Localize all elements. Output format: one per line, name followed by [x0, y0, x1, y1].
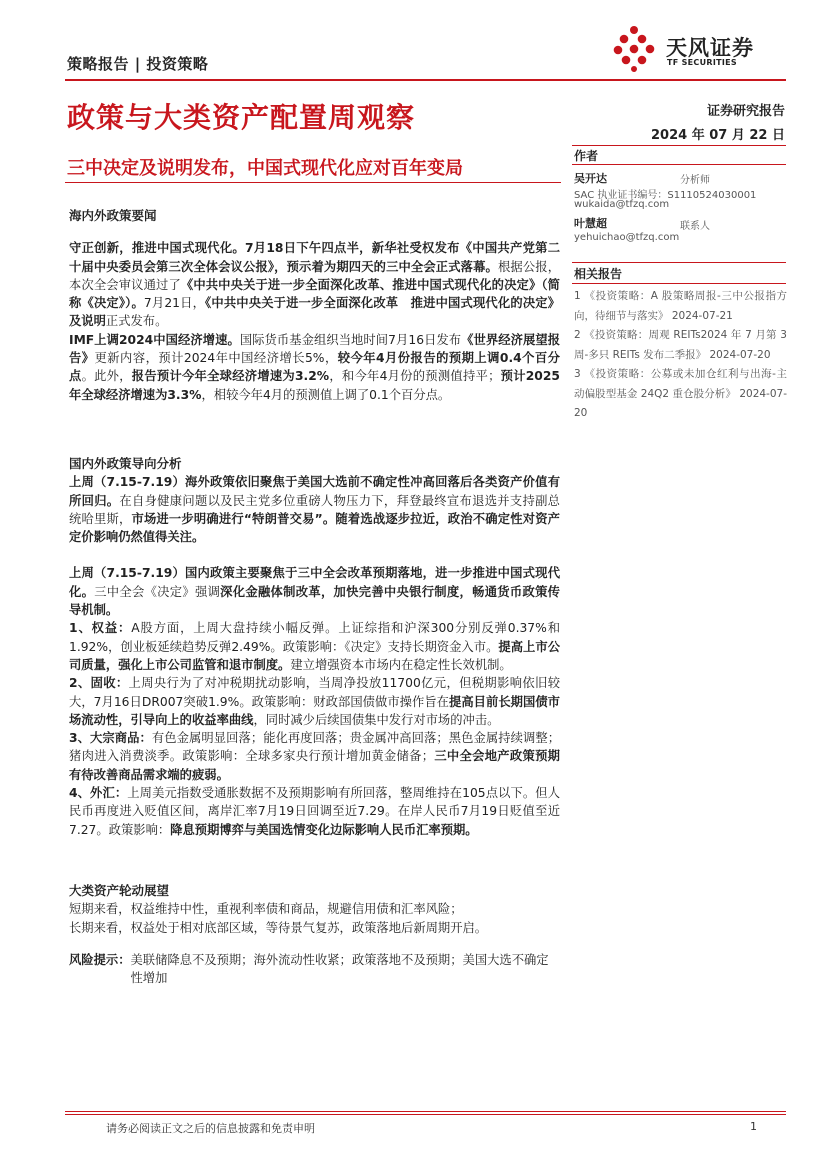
text: ，相较今年4月的预测值上调了0.1个百分点。: [201, 387, 451, 402]
paragraph-fixed-income: [69, 674, 560, 729]
bold-text: 3、大宗商品：: [69, 731, 152, 746]
author-cert: SAC 执业证书编号：S1110524030001: [574, 190, 757, 201]
bold-text: 2、固收：: [69, 676, 129, 691]
report-subtitle: 三中决定及说明发布，中国式现代化应对百年变局: [67, 158, 463, 179]
related-heading: 相关报告: [574, 267, 623, 281]
text: 有色金属明显回落；能化再度回落；贵金属冲高回落；黑色金属持续调整；猪肉进入消费淡季。政策影响：全球多家央行预计增加黄金储备；: [69, 731, 560, 764]
long-term-outlook: 长期来看，权益处于相对底部区域，等待景气复苏，政策落地后新周期开启。: [69, 920, 488, 935]
header-divider: [65, 79, 786, 81]
text: 正式发布。: [105, 314, 168, 329]
author-role: 分析师: [680, 175, 710, 186]
paragraph-imf: [69, 331, 560, 404]
authors-divider: [572, 145, 786, 146]
bold-text: 上周（7.15-7.19）海外政策依旧聚焦于美国大选前不确定性冲高回落后各类资产价值有所回归。: [69, 475, 560, 508]
text: 三中全会《决定》强调: [94, 584, 221, 599]
text: 国际货币基金组织当地时间7月16日发布: [239, 332, 462, 347]
risk-text: 美联储降息不及预期；海外流动性收紧；政策落地不及预期；美国大选不确定性增加: [130, 953, 549, 986]
bold-text: 提高上市公司质量，强化上市公司监管和退市制度。: [69, 639, 560, 672]
related-heading-divider: [572, 283, 786, 284]
text: ，同时减少后续国债集中发行对市场的冲击。: [253, 712, 500, 727]
brand-name: 天风证券: [666, 36, 754, 60]
bold-text: 《中共中央关于进一步全面深化改革 推进中国式现代化的决定》及说明: [69, 296, 561, 329]
brand-name-en: TF SECURITIES: [667, 58, 737, 67]
paragraph-fx: [69, 784, 560, 839]
bold-text: IMF上调2024中国经济增速。: [69, 332, 240, 347]
related-item[interactable]: 1 《投资策略：A 股策略周报-三中公报指方向，待细节与落实》 2024-07-21: [574, 290, 787, 322]
paragraph-domestic-policy: [69, 564, 560, 619]
report-date: 2024 年 07 月 22 日: [651, 128, 785, 143]
contact-email[interactable]: yehuichao@tfzq.com: [574, 232, 680, 243]
bold-text: 上周（7.15-7.19）国内政策主要聚焦于三中全会改革预期落地，进一步推进中国式现代化。: [69, 566, 560, 599]
bold-text: 《世界经济展望报告》: [69, 332, 560, 366]
paragraph-third-plenum: [69, 239, 560, 330]
bold-text: 深化金融体制改革，加快完善中央银行制度，畅通货币政策传导机制。: [69, 584, 560, 618]
text: 更新内容，预计2024年中国经济增长5%，: [94, 351, 338, 366]
section-heading: 大类资产轮动展望: [69, 883, 170, 898]
section-heading: 海内外政策要闻: [69, 208, 157, 223]
text: ，和今年4月份的预测值持平；: [329, 369, 501, 384]
bold-text: 较今年4月份报告的预期上调0.4个百分点: [69, 351, 560, 384]
paragraph-commodities: [69, 729, 560, 784]
section-policy-news: [69, 207, 560, 404]
text: 7月21日，: [143, 296, 206, 311]
bold-text: 守正创新，推进中国式现代化。7月18日下午四点半，新华社受权发布《中国共产党第二十届中央委员会第三次全体会议公报》，预示着为期四天的三中全会正式落幕。: [69, 241, 560, 274]
text: 根据公报，本次全会审议通过了: [69, 259, 560, 292]
bold-text: 1、权益：: [69, 621, 132, 636]
report-category: 策略报告 | 投资策略: [67, 55, 209, 73]
text: A股方面，上周大盘持续小幅反弹。上证综指和沪深300分别反弹0.37%和1.92%，创业板延续趋势反弹2.49%。政策影响：《决定》支持长期资金入市。: [69, 621, 560, 654]
related-item[interactable]: 3 《投资策略：公募或未加仓红利与出海-主动偏股型基金 24Q2 重仓股分析》 2024-07-20: [574, 368, 787, 419]
bold-text: 市场进一步明确进行“特朗普交易”。随着选战逐步拉近，政治不确定性对资产定价影响仍然值得关注。: [69, 511, 560, 545]
risk-notice: [69, 951, 560, 988]
subtitle-divider: [65, 182, 561, 183]
author-email[interactable]: wukaida@tfzq.com: [574, 199, 670, 210]
bold-text: 报告预计今年全球经济增速为3.2%: [131, 369, 330, 384]
text: 建立增强资本市场内在稳定性长效机制。: [290, 657, 512, 672]
author-name: 吴开达: [574, 172, 607, 185]
bold-text: 提高目前长期国债市场流动性，引导向上的收益率曲线: [69, 694, 560, 727]
footer-notice: 请务必阅读正文之后的信息披露和免责申明: [106, 1122, 315, 1135]
authors-heading: 作者: [574, 149, 599, 163]
related-list: [574, 287, 787, 424]
report-type: 证券研究报告: [706, 104, 785, 119]
paragraph-overseas-policy: [69, 473, 560, 546]
section-policy-analysis: [69, 455, 560, 839]
footer-divider-secondary: [65, 1114, 786, 1115]
related-item[interactable]: 2 《投资策略：周观 REITs2024 年 7 月第 3 周-多只 REITs 发布二季报》 2024-07-20: [574, 329, 787, 361]
risk-label: 风险提示：: [69, 953, 131, 967]
related-divider: [572, 262, 786, 263]
section-heading: 国内外政策导向分析: [69, 456, 182, 471]
contact-name: 叶慧超: [574, 217, 607, 230]
bold-text: 4、外汇：: [69, 786, 128, 801]
text: 上周央行为了对冲税期扰动影响，当周净投放11700亿元，但税期影响依旧较大，7月16日DR007突破1.9%。政策影响：财政部国债做市操作旨在: [69, 676, 560, 709]
authors-heading-divider: [572, 164, 786, 165]
text: 上周美元指数受通胀数据不及预期影响有所回落，整周维持在105点以下。但人民币再度进入贬值区间，离岸汇率7月19日回调至近7.29。在岸人民币7月19日贬值至近7.27。政策影响：: [69, 786, 560, 837]
page-number: 1: [750, 1120, 757, 1133]
report-title: 政策与大类资产配置周观察: [67, 101, 416, 134]
section-asset-rotation: [69, 882, 560, 937]
bold-text: 《中共中央关于进一步全面深化改革、推进中国式现代化的决定》（简称《决定》）。: [69, 277, 560, 311]
bold-text: 三中全会地产政策预期有待改善商品需求端的疲弱。: [69, 749, 560, 782]
paragraph-equity: [69, 619, 560, 674]
bold-text: 预计2025年全球经济增速为3.3%: [69, 369, 560, 402]
short-term-outlook: 短期来看，权益维持中性，重视利率债和商品，规避信用债和汇率风险；: [69, 902, 463, 917]
text: 在自身健康问题以及民主党多位重磅人物压力下，拜登最终宣布退选并支持副总统哈里斯，: [69, 493, 560, 526]
bold-text: 降息预期博弈与美国选情变化边际影响人民币汇率预期。: [170, 822, 478, 837]
contact-role: 联系人: [680, 221, 710, 232]
text: 。此外，: [81, 369, 132, 384]
footer-divider: [65, 1111, 786, 1112]
